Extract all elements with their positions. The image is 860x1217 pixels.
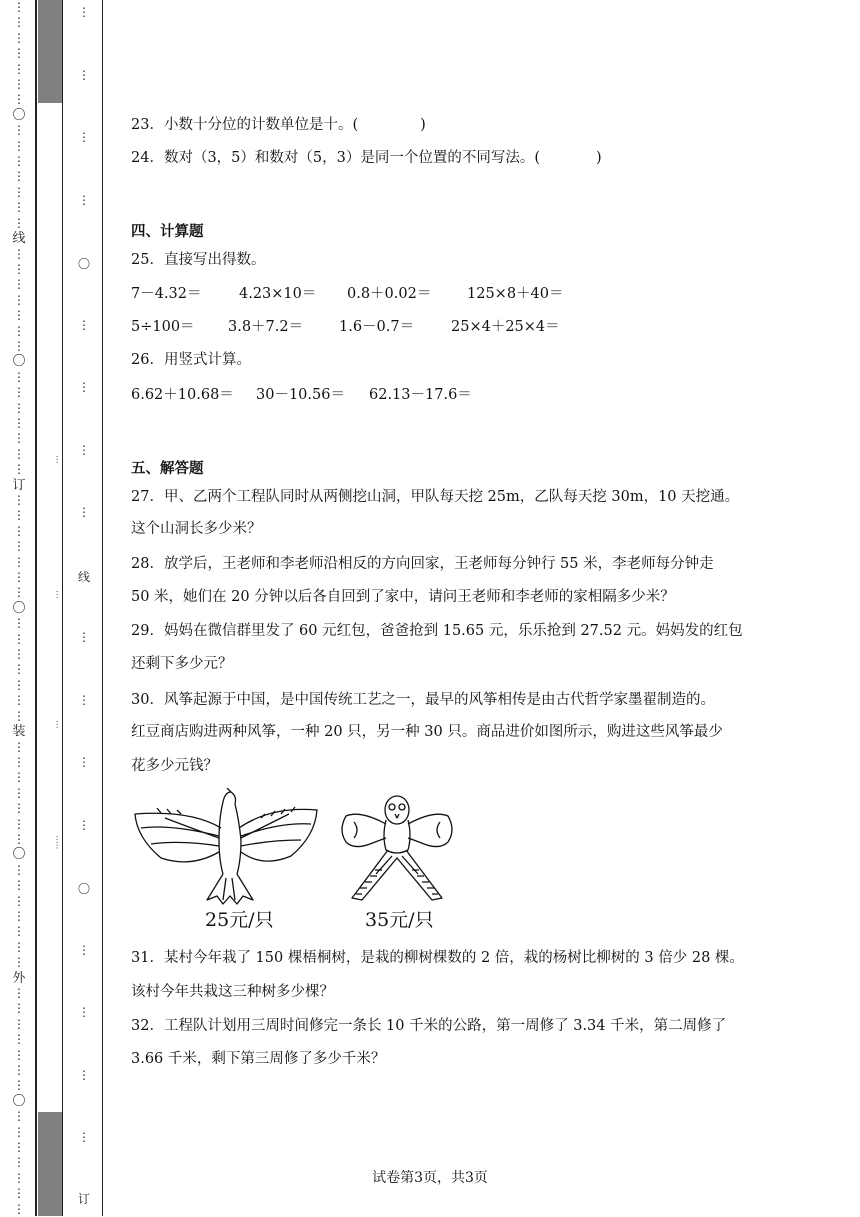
dotted-mark: ⋮ [13, 400, 25, 415]
dotted-mark: ⋮ [13, 462, 25, 477]
question-23 [131, 113, 426, 134]
calc-item: 5÷100＝ [131, 319, 195, 335]
circle-mark: 〇 [12, 600, 26, 616]
dotted-mark: ⋮ [13, 1109, 25, 1124]
dotted-mark: ⋮ [13, 570, 25, 585]
dotted-mark: ⋮ [13, 986, 25, 1000]
gray-strip-bottom [38, 1112, 63, 1216]
dotted-mark: ⋮ [13, 616, 25, 631]
margin-tick: ··· [51, 720, 61, 729]
dotted-mark: ⋮ [13, 123, 25, 138]
dotted-mark: ⋮ [13, 1124, 25, 1139]
dotted-mark: ⋮ [78, 1130, 90, 1144]
dotted-mark: ⋮ [13, 831, 25, 846]
dotted-mark: ⋮ [13, 431, 25, 446]
dotted-mark: ⋮ [13, 523, 25, 538]
calc-item: 30－10.56＝ [256, 387, 345, 403]
dotted-mark: ⋮ [78, 1068, 90, 1082]
dotted-mark: ⋮ [13, 493, 25, 507]
question-29-line-1: 29．妈妈在微信群里发了 60 元红包，爸爸抢到 15.65 元，乐乐抢到 27.52 元。妈妈发的红包 [131, 623, 743, 639]
dotted-mark: ⋮ [13, 1140, 25, 1155]
dotted-mark: ⋮ [13, 261, 25, 276]
question-30-line-2: 红豆商店购进两种风筝，一种 20 只，另一种 30 只。商品进价如图所示，购进这些风筝最少 [131, 724, 723, 740]
swallow-kite-image [340, 790, 454, 906]
dotted-mark: ⋮ [13, 677, 25, 692]
calc-item: 4.23×10＝ [239, 286, 317, 302]
question-25: 25．直接写出得数。 [131, 252, 266, 268]
dotted-mark: ⋮ [13, 338, 25, 353]
q23-number: 23 [131, 117, 150, 133]
binding-character: 线 [12, 231, 26, 247]
dotted-mark: ⋮ [13, 801, 25, 816]
dotted-mark: ⋮ [78, 818, 90, 832]
question-30-line-3: 花多少元钱？ [131, 758, 218, 774]
question-31-line-1: 31．某村今年栽了 150 棵梧桐树，是栽的柳树棵数的 2 倍，栽的杨树比柳树的 3 倍少 28 棵。 [131, 950, 744, 966]
calc-item: 0.8＋0.02＝ [347, 286, 432, 302]
outer-dotted-column [9, 0, 29, 1216]
dotted-mark: ⋮ [13, 739, 25, 754]
calc-item: 1.6－0.7＝ [339, 319, 415, 335]
dotted-mark: ⋮ [78, 755, 90, 769]
dotted-mark: ⋮ [13, 785, 25, 800]
dotted-mark: ⋮ [78, 943, 90, 957]
dotted-mark: ⋮ [13, 554, 25, 569]
dotted-mark: ⋮ [13, 92, 25, 107]
dotted-mark: ⋮ [13, 662, 25, 677]
dotted-mark: ⋮ [13, 30, 25, 45]
calc-item: 125×8＋40＝ [467, 286, 564, 302]
dotted-mark: ⋮ [13, 15, 25, 30]
dotted-mark: ⋮ [13, 215, 25, 230]
binding-character: 装 [12, 724, 26, 740]
section-5-title: 五、解答题 [131, 460, 204, 477]
dotted-mark: ⋮ [13, 647, 25, 662]
dotted-mark: ⋮ [13, 939, 25, 954]
dotted-mark: ⋮ [13, 1201, 25, 1216]
question-24 [131, 146, 602, 167]
dotted-mark: ⋮ [13, 1170, 25, 1185]
dotted-mark: ⋮ [13, 1186, 25, 1201]
binding-character: 订 [12, 477, 26, 493]
question-27-line-2: 这个山洞长多少米？ [131, 521, 262, 537]
binding-character: 外 [12, 970, 26, 986]
dotted-mark: ⋮ [13, 415, 25, 430]
dotted-mark: ⋮ [78, 693, 90, 707]
dotted-mark: ⋮ [13, 385, 25, 400]
dotted-mark: ⋮ [13, 323, 25, 338]
question-29-line-2: 还剩下多少元？ [131, 656, 233, 672]
dotted-mark: ⋮ [78, 68, 90, 82]
calc-item: 3.8＋7.2＝ [228, 319, 304, 335]
dotted-mark: ⋮ [13, 246, 25, 261]
dotted-mark: ⋮ [13, 816, 25, 831]
dotted-mark: ⋮ [13, 878, 25, 893]
dotted-mark: ⋮ [13, 308, 25, 323]
dotted-mark: ⋮ [13, 955, 25, 970]
dotted-mark: ⋮ [78, 380, 90, 394]
question-26: 26．用竖式计算。 [131, 352, 251, 368]
dotted-mark: ⋮ [13, 369, 25, 384]
dotted-mark: ⋮ [13, 277, 25, 292]
margin-tick: ····· [51, 835, 61, 850]
page-footer: 试卷第3页，共3页 [372, 1170, 488, 1186]
circle-mark: 〇 [12, 1093, 26, 1109]
binding-character: 订 [77, 1192, 90, 1206]
gray-strip-top [38, 0, 63, 103]
dotted-mark: ⋮ [13, 708, 25, 723]
kite-1-price: 25元/只 [205, 909, 274, 931]
dotted-mark: ⋮ [13, 446, 25, 461]
dotted-mark: ⋮ [13, 1001, 25, 1016]
binding-line [35, 0, 37, 1216]
calc-item: 6.62＋10.68＝ [131, 387, 234, 403]
dotted-mark: ⋮ [78, 318, 90, 332]
question-28-line-2: 50 米，她们在 20 分钟以后各自回到了家中，请问王老师和李老师的家相隔多少米？ [131, 589, 675, 605]
circle-mark: 〇 [12, 847, 26, 863]
circle-mark: 〇 [12, 107, 26, 123]
q24-number: 24 [131, 150, 150, 166]
question-28-line-1: 28．放学后，王老师和李老师沿相反的方向回家，王老师每分钟行 55 米，李老师每分钟走 [131, 556, 714, 572]
dotted-mark: ⋮ [13, 1047, 25, 1062]
binding-character: 线 [77, 570, 90, 584]
circle-mark: 〇 [77, 257, 90, 271]
q23-text: ．小数十分位的计数单位是十。( [149, 117, 359, 133]
dotted-mark: ⋮ [78, 505, 90, 519]
calc-item: 7－4.32＝ [131, 286, 202, 302]
dotted-mark: ⋮ [13, 893, 25, 908]
dotted-mark: ⋮ [13, 924, 25, 939]
dotted-mark: ⋮ [13, 1063, 25, 1078]
q24-text: ．数对（3，5）和数对（5，3）是同一个位置的不同写法。( [149, 150, 541, 166]
question-32-line-1: 32．工程队计划用三周时间修完一条长 10 千米的公路，第一周修了 3.34 千米，第二周修了 [131, 1018, 727, 1034]
question-30-line-1: 30．风筝起源于中国，是中国传统工艺之一，最早的风筝相传是由古代哲学家墨翟制造的。 [131, 692, 715, 708]
q24-bracket: ) [596, 150, 602, 166]
dotted-mark: ⋮ [13, 184, 25, 199]
dotted-mark: ⋮ [13, 754, 25, 769]
eagle-kite-image [131, 788, 321, 906]
binding-margin [0, 0, 36, 1216]
dotted-mark: ⋮ [13, 508, 25, 523]
dotted-mark: ⋮ [13, 770, 25, 785]
dotted-mark: ⋮ [78, 5, 90, 19]
dotted-mark: ⋮ [78, 1005, 90, 1019]
dotted-mark: ⋮ [13, 292, 25, 307]
dotted-mark: ⋮ [78, 443, 90, 457]
dotted-mark: ⋮ [13, 200, 25, 215]
content-border-line [102, 0, 103, 1216]
dotted-mark: ⋮ [13, 1016, 25, 1031]
dotted-mark: ⋮ [13, 61, 25, 76]
dotted-mark: ⋮ [13, 46, 25, 61]
kite-2-price: 35元/只 [365, 909, 434, 931]
dotted-mark: ⋮ [13, 539, 25, 554]
calc-item: 25×4＋25×4＝ [451, 319, 560, 335]
inner-margin-line [62, 0, 63, 1216]
dotted-mark: ⋮ [13, 693, 25, 708]
section-4-title: 四、计算题 [131, 223, 204, 240]
q23-bracket: ) [420, 117, 426, 133]
dotted-mark: ⋮ [13, 0, 25, 14]
dotted-mark: ⋮ [13, 585, 25, 600]
question-32-line-2: 3.66 千米，剩下第三周修了多少千米？ [131, 1051, 386, 1067]
margin-tick: ··· [51, 455, 61, 464]
margin-tick: ··· [51, 590, 61, 599]
question-27-line-1: 27．甲、乙两个工程队同时从两侧挖山洞，甲队每天挖 25m，乙队每天挖 30m，10 天挖通。 [131, 489, 740, 505]
dotted-mark: ⋮ [78, 130, 90, 144]
dotted-mark: ⋮ [13, 631, 25, 646]
dotted-mark: ⋮ [13, 1078, 25, 1093]
dotted-mark: ⋮ [13, 169, 25, 184]
circle-mark: 〇 [12, 354, 26, 370]
circle-mark: 〇 [77, 882, 90, 896]
dotted-mark: ⋮ [13, 154, 25, 169]
dotted-mark: ⋮ [78, 193, 90, 207]
dotted-mark: ⋮ [13, 1032, 25, 1047]
dotted-mark: ⋮ [13, 908, 25, 923]
dotted-mark: ⋮ [13, 138, 25, 153]
question-31-line-2: 该村今年共栽这三种树多少棵？ [131, 984, 334, 1000]
dotted-mark: ⋮ [13, 1155, 25, 1170]
dotted-mark: ⋮ [13, 77, 25, 92]
dotted-mark: ⋮ [78, 630, 90, 644]
dotted-mark: ⋮ [13, 862, 25, 877]
calc-item: 62.13－17.6＝ [369, 387, 472, 403]
